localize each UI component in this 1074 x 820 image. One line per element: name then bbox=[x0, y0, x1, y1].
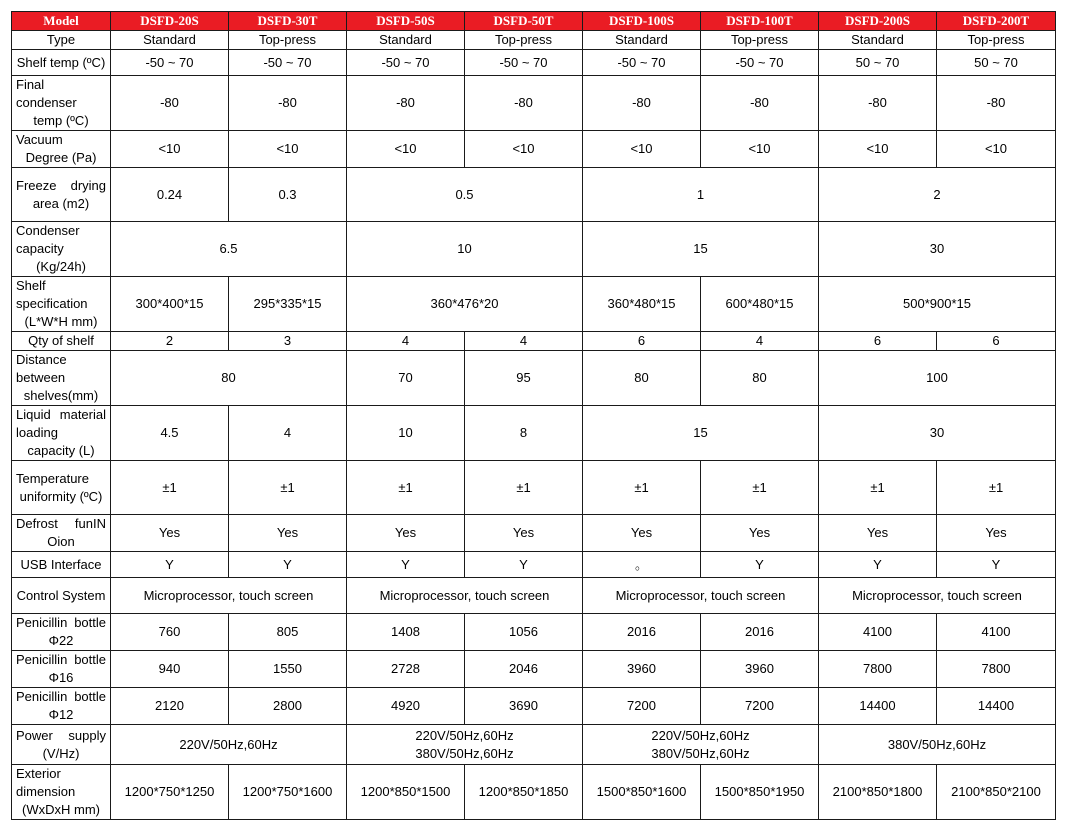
value-cell: Yes bbox=[347, 515, 465, 552]
value-cell: 4920 bbox=[347, 688, 465, 725]
value-cell: ±1 bbox=[347, 461, 465, 515]
value-cell: -80 bbox=[701, 76, 819, 131]
row-label: Type bbox=[12, 31, 111, 50]
spec-table bbox=[11, 11, 1056, 820]
value-cell: 1500*850*1950 bbox=[701, 765, 819, 820]
value-cell: Yes bbox=[701, 515, 819, 552]
value-cell: Y bbox=[347, 552, 465, 578]
value-cell: 2016 bbox=[583, 614, 701, 651]
value-cell: Top-press bbox=[229, 31, 347, 50]
value-cell: 95 bbox=[465, 351, 583, 406]
value-cell: 300*400*15 bbox=[111, 277, 229, 332]
value-cell: -80 bbox=[583, 76, 701, 131]
row-label: Liquid material loading capacity (L) bbox=[12, 406, 111, 461]
value-cell: <10 bbox=[937, 131, 1056, 168]
value-cell: -80 bbox=[111, 76, 229, 131]
value-cell: ±1 bbox=[701, 461, 819, 515]
value-cell: 0.3 bbox=[229, 168, 347, 222]
value-cell: Y bbox=[465, 552, 583, 578]
spec-row bbox=[12, 332, 1056, 351]
value-cell: Microprocessor, touch screen bbox=[111, 578, 347, 614]
value-cell: Microprocessor, touch screen bbox=[583, 578, 819, 614]
value-cell: 220V/50Hz,60Hz bbox=[111, 725, 347, 765]
value-cell: 1200*750*1600 bbox=[229, 765, 347, 820]
value-cell: Yes bbox=[937, 515, 1056, 552]
value-cell: 360*480*15 bbox=[583, 277, 701, 332]
value-cell: Top-press bbox=[701, 31, 819, 50]
header-label: Model bbox=[12, 12, 111, 31]
value-cell: 4 bbox=[701, 332, 819, 351]
value-cell: 2800 bbox=[229, 688, 347, 725]
spec-row bbox=[12, 515, 1056, 552]
value-cell: Y bbox=[701, 552, 819, 578]
value-cell: 30 bbox=[819, 406, 1056, 461]
value-cell: -50 ~ 70 bbox=[111, 50, 229, 76]
value-cell: 760 bbox=[111, 614, 229, 651]
value-cell: 10 bbox=[347, 222, 583, 277]
row-label: Exterior dimension (WxDxH mm) bbox=[12, 765, 111, 820]
value-cell: 。 bbox=[583, 552, 701, 578]
value-cell: 2016 bbox=[701, 614, 819, 651]
value-cell: 1056 bbox=[465, 614, 583, 651]
value-cell: 3960 bbox=[701, 651, 819, 688]
value-cell: 1200*850*1850 bbox=[465, 765, 583, 820]
spec-row bbox=[12, 725, 1056, 765]
value-cell: -50 ~ 70 bbox=[583, 50, 701, 76]
value-line: 220V/50Hz,60Hz bbox=[415, 727, 514, 743]
value-cell: ±1 bbox=[229, 461, 347, 515]
value-cell: <10 bbox=[701, 131, 819, 168]
value-cell: 0.5 bbox=[347, 168, 583, 222]
value-cell: 6.5 bbox=[111, 222, 347, 277]
value-cell: 15 bbox=[583, 222, 819, 277]
value-cell: 4100 bbox=[819, 614, 937, 651]
value-cell: 70 bbox=[347, 351, 465, 406]
value-cell: ±1 bbox=[111, 461, 229, 515]
value-cell: 80 bbox=[701, 351, 819, 406]
spec-row bbox=[12, 688, 1056, 725]
row-label: Shelf temp (ºC) bbox=[12, 50, 111, 76]
value-cell: 1200*850*1500 bbox=[347, 765, 465, 820]
value-cell: 6 bbox=[819, 332, 937, 351]
row-label: USB Interface bbox=[12, 552, 111, 578]
value-cell: 14400 bbox=[819, 688, 937, 725]
value-cell: 500*900*15 bbox=[819, 277, 1056, 332]
row-label: Penicillin bottle Φ16 bbox=[12, 651, 111, 688]
value-cell: 100 bbox=[819, 351, 1056, 406]
value-cell: 6 bbox=[937, 332, 1056, 351]
value-cell: Y bbox=[819, 552, 937, 578]
value-cell: 30 bbox=[819, 222, 1056, 277]
row-label: Shelf specification (L*W*H mm) bbox=[12, 277, 111, 332]
row-label: Defrost funIN Oion bbox=[12, 515, 111, 552]
value-cell: 3960 bbox=[583, 651, 701, 688]
value-cell: 3 bbox=[229, 332, 347, 351]
value-cell: Yes bbox=[819, 515, 937, 552]
value-cell: 4 bbox=[465, 332, 583, 351]
value-cell: -50 ~ 70 bbox=[347, 50, 465, 76]
value-cell: 600*480*15 bbox=[701, 277, 819, 332]
model-header: DSFD-30T bbox=[229, 12, 347, 31]
value-cell: ±1 bbox=[819, 461, 937, 515]
value-cell bbox=[583, 725, 819, 765]
row-label: Vacuum Degree (Pa) bbox=[12, 131, 111, 168]
spec-row bbox=[12, 31, 1056, 50]
value-cell: 940 bbox=[111, 651, 229, 688]
value-cell: -80 bbox=[229, 76, 347, 131]
value-cell: 4.5 bbox=[111, 406, 229, 461]
value-cell: 4 bbox=[229, 406, 347, 461]
value-cell: -80 bbox=[937, 76, 1056, 131]
value-cell: 2100*850*2100 bbox=[937, 765, 1056, 820]
value-cell: 50 ~ 70 bbox=[937, 50, 1056, 76]
value-cell: Y bbox=[111, 552, 229, 578]
value-cell bbox=[347, 725, 583, 765]
value-cell: 50 ~ 70 bbox=[819, 50, 937, 76]
model-header: DSFD-50S bbox=[347, 12, 465, 31]
value-cell: Standard bbox=[819, 31, 937, 50]
value-cell: 6 bbox=[583, 332, 701, 351]
spec-row bbox=[12, 578, 1056, 614]
value-cell: Microprocessor, touch screen bbox=[819, 578, 1056, 614]
value-cell: 7200 bbox=[701, 688, 819, 725]
value-cell: 7200 bbox=[583, 688, 701, 725]
value-cell: Top-press bbox=[465, 31, 583, 50]
row-label: Penicillin bottle Φ22 bbox=[12, 614, 111, 651]
spec-row bbox=[12, 406, 1056, 461]
spec-row bbox=[12, 222, 1056, 277]
spec-row bbox=[12, 50, 1056, 76]
model-header: DSFD-100S bbox=[583, 12, 701, 31]
spec-row bbox=[12, 168, 1056, 222]
value-cell: 1550 bbox=[229, 651, 347, 688]
row-label: Qty of shelf bbox=[12, 332, 111, 351]
value-line: 380V/50Hz,60Hz bbox=[415, 745, 514, 761]
value-cell: 380V/50Hz,60Hz bbox=[819, 725, 1056, 765]
spec-row bbox=[12, 351, 1056, 406]
value-cell: 7800 bbox=[937, 651, 1056, 688]
value-cell: 10 bbox=[347, 406, 465, 461]
spec-row bbox=[12, 552, 1056, 578]
model-header: DSFD-200T bbox=[937, 12, 1056, 31]
value-cell: -50 ~ 70 bbox=[229, 50, 347, 76]
value-cell: 2 bbox=[111, 332, 229, 351]
value-cell: <10 bbox=[583, 131, 701, 168]
spec-row bbox=[12, 277, 1056, 332]
value-cell: 3690 bbox=[465, 688, 583, 725]
value-cell: 8 bbox=[465, 406, 583, 461]
value-cell: 1500*850*1600 bbox=[583, 765, 701, 820]
value-cell: 2 bbox=[819, 168, 1056, 222]
value-cell: 80 bbox=[583, 351, 701, 406]
row-label: Freeze drying area (m2) bbox=[12, 168, 111, 222]
value-cell: ±1 bbox=[937, 461, 1056, 515]
value-cell: <10 bbox=[819, 131, 937, 168]
model-header: DSFD-100T bbox=[701, 12, 819, 31]
value-cell: 1 bbox=[583, 168, 819, 222]
value-cell: ±1 bbox=[465, 461, 583, 515]
value-cell: Standard bbox=[347, 31, 465, 50]
value-cell: 4 bbox=[347, 332, 465, 351]
spec-row bbox=[12, 651, 1056, 688]
value-cell: Yes bbox=[229, 515, 347, 552]
spec-row bbox=[12, 614, 1056, 651]
value-line: 380V/50Hz,60Hz bbox=[651, 745, 750, 761]
value-cell: Yes bbox=[111, 515, 229, 552]
value-cell: 2100*850*1800 bbox=[819, 765, 937, 820]
row-label: Power supply (V/Hz) bbox=[12, 725, 111, 765]
value-cell: <10 bbox=[465, 131, 583, 168]
spec-row bbox=[12, 76, 1056, 131]
value-cell: Yes bbox=[583, 515, 701, 552]
model-header: DSFD-200S bbox=[819, 12, 937, 31]
row-label: Distance between shelves(mm) bbox=[12, 351, 111, 406]
value-cell: <10 bbox=[347, 131, 465, 168]
value-cell: 295*335*15 bbox=[229, 277, 347, 332]
value-cell: Standard bbox=[583, 31, 701, 50]
value-cell: 1200*750*1250 bbox=[111, 765, 229, 820]
value-cell: Y bbox=[937, 552, 1056, 578]
spec-row bbox=[12, 131, 1056, 168]
value-cell: -80 bbox=[347, 76, 465, 131]
spec-row bbox=[12, 765, 1056, 820]
value-cell: 2728 bbox=[347, 651, 465, 688]
spec-row bbox=[12, 461, 1056, 515]
value-cell: 0.24 bbox=[111, 168, 229, 222]
value-cell: Standard bbox=[111, 31, 229, 50]
row-label: Control System bbox=[12, 578, 111, 614]
value-cell: 2120 bbox=[111, 688, 229, 725]
header-row bbox=[12, 12, 1056, 31]
model-header: DSFD-20S bbox=[111, 12, 229, 31]
value-cell: -80 bbox=[465, 76, 583, 131]
value-cell: 80 bbox=[111, 351, 347, 406]
row-label: Penicillin bottle Φ12 bbox=[12, 688, 111, 725]
row-label: Condenser capacity (Kg/24h) bbox=[12, 222, 111, 277]
value-cell: 2046 bbox=[465, 651, 583, 688]
value-cell: 1408 bbox=[347, 614, 465, 651]
row-label: Temperature uniformity (ºC) bbox=[12, 461, 111, 515]
value-cell: 4100 bbox=[937, 614, 1056, 651]
value-cell: 14400 bbox=[937, 688, 1056, 725]
value-cell: -80 bbox=[819, 76, 937, 131]
value-cell: -50 ~ 70 bbox=[465, 50, 583, 76]
model-header: DSFD-50T bbox=[465, 12, 583, 31]
value-cell: 805 bbox=[229, 614, 347, 651]
value-cell: 7800 bbox=[819, 651, 937, 688]
value-line: 220V/50Hz,60Hz bbox=[651, 727, 750, 743]
value-cell: <10 bbox=[111, 131, 229, 168]
value-cell: <10 bbox=[229, 131, 347, 168]
value-cell: ±1 bbox=[583, 461, 701, 515]
spec-body bbox=[12, 31, 1056, 820]
value-cell: 15 bbox=[583, 406, 819, 461]
value-cell: Microprocessor, touch screen bbox=[347, 578, 583, 614]
value-cell: Top-press bbox=[937, 31, 1056, 50]
value-cell: Yes bbox=[465, 515, 583, 552]
row-label: Final condenser temp (ºC) bbox=[12, 76, 111, 131]
value-cell: 360*476*20 bbox=[347, 277, 583, 332]
value-cell: Y bbox=[229, 552, 347, 578]
value-cell: -50 ~ 70 bbox=[701, 50, 819, 76]
